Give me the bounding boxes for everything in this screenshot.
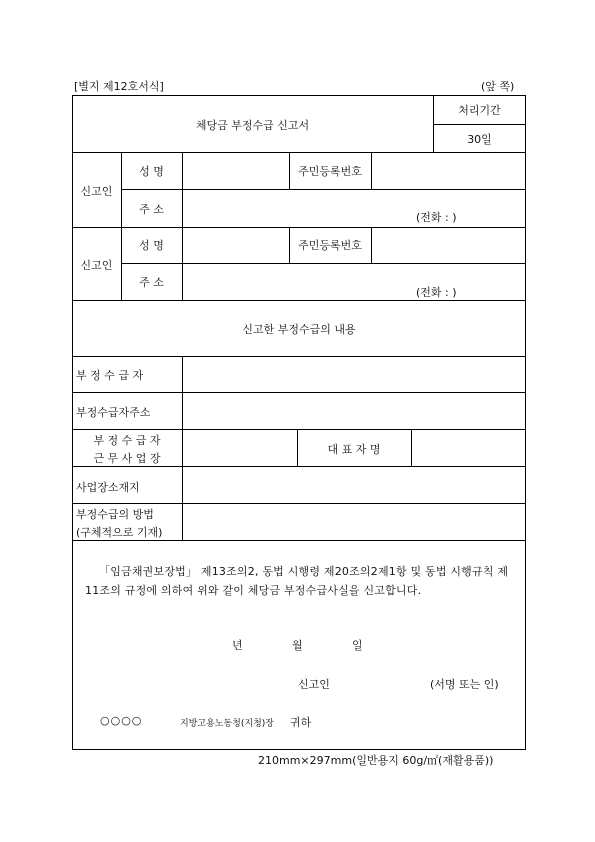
reported-name-label: 성 명 (139, 239, 164, 252)
workplace-label-line1: 부 정 수 급 자 (93, 434, 161, 447)
divider (371, 152, 372, 189)
statement-text: 「임금채권보장법」 제13조의2, 동법 시행령 제20조의2제1항 및 동법 시행규칙 제11조의 규정에 의하여 위와 같이 체당금 부정수급사실을 신고합니다. (85, 565, 509, 597)
divider (72, 503, 526, 504)
workplace-location-label: 사업장소재지 (76, 481, 140, 494)
divider (72, 356, 526, 357)
recipient-address-label: 부정수급자주소 (76, 406, 151, 419)
reported-phone-label: (전화 : ) (416, 286, 457, 299)
reporter-group-label: 신고인 (80, 185, 113, 198)
reporter-address-label: 주 소 (139, 203, 164, 216)
form-title: 체당금 부정수급 신고서 (195, 119, 310, 132)
date-month: 월 (292, 639, 303, 652)
signature-label: 신고인 (298, 678, 330, 691)
divider (182, 356, 183, 540)
processing-period-value: 30일 (467, 133, 492, 146)
divider (371, 227, 372, 263)
divider (72, 300, 526, 301)
reported-address-label: 주 소 (139, 276, 164, 289)
addressee-placeholder: ○○○○ (100, 714, 143, 727)
page-side: (앞 쪽) (481, 80, 515, 93)
representative-label: 대 표 자 명 (327, 443, 381, 456)
form-number: [별지 제12호서식] (74, 80, 164, 93)
recipient-label: 부 정 수 급 자 (76, 369, 144, 382)
processing-period-label: 처리기간 (458, 104, 501, 117)
method-label-line1: 부정수급의 방법 (76, 508, 154, 521)
addressee-office: 지방고용노동청(지청)장 (180, 719, 274, 729)
content-section-title: 신고한 부정수급의 내용 (242, 323, 356, 336)
divider (72, 392, 526, 393)
paper-spec: 210mm×297mm(일반용지 60g/㎡(재활용품)) (258, 754, 494, 767)
divider (433, 124, 526, 125)
method-label-line2: (구체적으로 기재) (76, 526, 163, 539)
reported-rrn-label: 주민등록번호 (298, 239, 362, 252)
addressee-suffix: 귀하 (290, 716, 312, 729)
reporter-name-label: 성 명 (139, 165, 164, 178)
divider (72, 152, 526, 153)
reported-group-label: 신고인 (80, 259, 113, 272)
date-day: 일 (352, 639, 363, 652)
divider (72, 466, 526, 467)
signature-mark: (서명 또는 인) (430, 678, 499, 691)
divider (182, 152, 183, 300)
divider (411, 429, 412, 466)
date-year: 년 (232, 639, 243, 652)
divider (72, 227, 526, 228)
divider (72, 540, 526, 541)
reporter-phone-label: (전화 : ) (416, 211, 457, 224)
divider (72, 429, 526, 430)
reporter-rrn-label: 주민등록번호 (298, 165, 362, 178)
workplace-label-line2: 근 무 사 업 장 (93, 452, 161, 465)
